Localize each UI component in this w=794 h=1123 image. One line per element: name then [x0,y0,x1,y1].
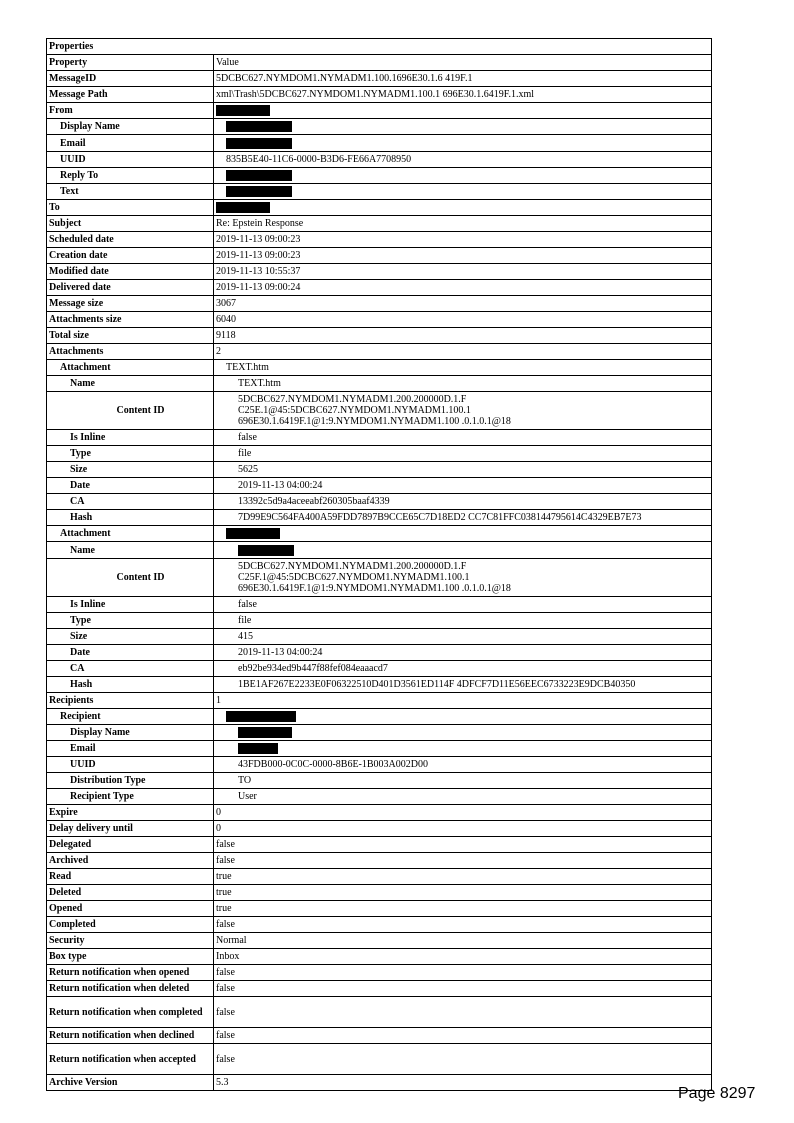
property-name: Delay delivery until [47,821,214,837]
property-name: Read [47,869,214,885]
property-value [214,853,712,869]
table-row [47,87,712,103]
value-text: eb92be934ed9b447f88fef084eaaacd7 [238,662,388,674]
table-row [47,183,712,199]
property-value [214,660,712,676]
redaction-box [238,727,292,738]
table-row [47,612,712,628]
table-row [47,167,712,183]
property-name: Archived [47,853,214,869]
value-text: 13392c5d9a4aceeabf260305baaf4339 [238,496,390,508]
redaction-box [226,121,292,132]
redaction-box [226,528,280,539]
table-row [47,462,712,478]
value-text: 5DCBC627.NYMDOM1.NYMADM1.100.1696E30.1.6 419F.1 [216,73,473,84]
property-name: Email [47,135,214,151]
table-row [47,596,712,612]
property-name: Type [47,612,214,628]
table-row [47,360,712,376]
table-row [47,103,712,119]
property-value [214,216,712,232]
property-name: From [47,103,214,119]
property-name: Content ID [47,558,214,596]
table-title-row [47,39,712,55]
redaction-box [226,186,292,197]
table-row [47,997,712,1028]
property-name: Attachment [47,526,214,542]
property-value [214,917,712,933]
property-name: UUID [47,151,214,167]
property-name: Return notification when completed [47,997,214,1028]
property-value [214,360,712,376]
property-name: Box type [47,949,214,965]
property-value [214,869,712,885]
table-row [47,296,712,312]
table-row [47,526,712,542]
table-row [47,821,712,837]
property-name: Return notification when declined [47,1028,214,1044]
table-row [47,869,712,885]
property-value [214,773,712,789]
redaction-box [216,105,270,116]
property-value [214,821,712,837]
value-text: 5.3 [216,1077,229,1089]
value-text: false [216,1030,235,1042]
property-value [214,692,712,708]
value-text: 415 [238,630,253,642]
property-name: Name [47,542,214,558]
value-text: Inbox [216,951,240,963]
table-row [47,1028,712,1044]
value-text: 9118 [216,330,236,342]
property-name: Attachment [47,360,214,376]
table-row [47,708,712,724]
properties-table [46,38,712,1091]
property-value [214,430,712,446]
property-name: Size [47,628,214,644]
value-text: true [216,887,232,899]
property-value [214,789,712,805]
property-value [214,264,712,280]
property-name: Attachments [47,344,214,360]
value-text: User [238,791,257,803]
property-name: Hash [47,510,214,526]
table-row [47,280,712,296]
property-name: CA [47,660,214,676]
property-value [214,280,712,296]
property-name: Date [47,478,214,494]
table-row [47,741,712,757]
table-row [47,789,712,805]
property-value [214,837,712,853]
value-text: 835B5E40-11C6-0000-B3D6-FE66A7708950 [226,153,412,165]
property-value [214,628,712,644]
table-row [47,446,712,462]
table-row [47,232,712,248]
redaction-box [238,545,294,556]
property-name: To [47,200,214,216]
value-text: false [238,432,257,444]
property-name: Recipients [47,692,214,708]
table-row [47,328,712,344]
property-value [214,312,712,328]
property-name: Content ID [47,392,214,430]
property-value [214,376,712,392]
value-text: 0 [216,807,221,819]
table-row [47,392,712,430]
property-value [214,478,712,494]
property-name: CA [47,494,214,510]
property-value [214,232,712,248]
value-text: false [238,598,257,610]
property-value [214,901,712,917]
redaction-box [238,743,278,754]
property-value [214,676,712,692]
table-title: Properties [47,39,712,55]
property-name: Message Path [47,87,214,103]
value-text: TEXT.htm [226,362,269,374]
property-value [214,526,712,542]
value-text: 1BE1AF267E2233E0F06322510D401D3561ED114F 4DFCF7D11E56EEC6733223E9DCB40350 [238,678,636,690]
value-text: file [238,614,252,626]
table-row [47,724,712,740]
property-name: Distribution Type [47,773,214,789]
property-value [214,644,712,660]
property-value [214,494,712,510]
property-value [214,949,712,965]
property-value [214,612,712,628]
property-name: MessageID [47,71,214,87]
property-name: Delivered date [47,280,214,296]
value-text: file [238,448,252,460]
property-value [214,87,712,103]
property-value [214,344,712,360]
value-text: 2019-11-13 04:00:24 [238,480,323,492]
property-name: Completed [47,917,214,933]
property-value [214,328,712,344]
property-value [214,462,712,478]
value-text: TO [238,775,252,787]
property-value [214,296,712,312]
property-name: Return notification when accepted [47,1044,214,1075]
table-row [47,805,712,821]
table-row [47,119,712,135]
redaction-box [216,202,270,213]
property-value [214,885,712,901]
value-text: false [216,983,235,995]
property-value [214,103,712,119]
table-row [47,558,712,596]
property-value [214,805,712,821]
table-row [47,200,712,216]
table-row [47,248,712,264]
value-text: 6040 [216,314,236,326]
table-row [47,660,712,676]
table-row [47,510,712,526]
table-row [47,885,712,901]
value-text: 2019-11-13 09:00:23 [216,234,301,246]
table-row [47,949,712,965]
property-name: Type [47,446,214,462]
property-name: Return notification when deleted [47,981,214,997]
property-value [214,558,712,596]
property-value [214,741,712,757]
table-row [47,312,712,328]
table-header-row [47,55,712,71]
property-name: Display Name [47,119,214,135]
table-row [47,965,712,981]
property-name: Size [47,462,214,478]
table-row [47,430,712,446]
table-row [47,71,712,87]
table-row [47,1044,712,1075]
property-name: Opened [47,901,214,917]
page-number: Page 8297 [678,1085,756,1102]
property-name: Archive Version [47,1075,214,1091]
table-row [47,494,712,510]
property-value [214,248,712,264]
property-name: Is Inline [47,596,214,612]
property-value [214,119,712,135]
property-name: Attachments size [47,312,214,328]
table-row [47,151,712,167]
value-text: true [216,903,232,915]
property-name: Delegated [47,837,214,853]
header-value: Value [214,55,712,71]
property-value [214,392,712,430]
redaction-box [226,711,296,722]
property-name: Is Inline [47,430,214,446]
table-row [47,478,712,494]
value-text: false [216,1006,235,1018]
property-name: Name [47,376,214,392]
table-row [47,901,712,917]
property-name: Subject [47,216,214,232]
value-text: 0 [216,823,221,835]
property-name: Text [47,183,214,199]
value-text: 2019-11-13 09:00:24 [216,282,301,294]
property-name: Recipient [47,708,214,724]
table-row [47,773,712,789]
table-row [47,644,712,660]
property-value [214,965,712,981]
properties-table-body [47,39,712,1091]
property-value [214,183,712,199]
property-name: UUID [47,757,214,773]
redaction-box [226,170,292,181]
table-row [47,216,712,232]
table-row [47,837,712,853]
table-row [47,981,712,997]
value-text: false [216,919,235,931]
value-text: 5DCBC627.NYMDOM1.NYMADM1.200.200000D.1.F C25E.1@45:5DCBC627.NYMDOM1.NYMADM1.100.1 696E30.1.6419F.1@1:9.NYMDOM1.NYMADM1.100 .0.1.0.1@18 [238,394,511,428]
property-name: Hash [47,676,214,692]
table-row [47,628,712,644]
value-text: 5DCBC627.NYMDOM1.NYMADM1.200.200000D.1.F C25F.1@45:5DCBC627.NYMDOM1.NYMADM1.100.1 696E30.1.6419F.1@1:9.NYMDOM1.NYMADM1.100 .0.1.0.1@18 [238,560,511,594]
value-text: 2019-11-13 10:55:37 [216,266,301,278]
value-text: TEXT.htm [238,378,281,390]
property-name: Recipient Type [47,789,214,805]
property-name: Date [47,644,214,660]
table-row [47,344,712,360]
property-value [214,997,712,1028]
property-value [214,1044,712,1075]
table-row [47,917,712,933]
property-value [214,724,712,740]
table-row [47,135,712,151]
property-name: Deleted [47,885,214,901]
property-value [214,933,712,949]
value-text: 2019-11-13 04:00:24 [238,646,323,658]
table-row [47,264,712,280]
property-name: Creation date [47,248,214,264]
table-row [47,676,712,692]
value-text: 5625 [238,464,258,476]
property-value [214,708,712,724]
property-value [214,981,712,997]
property-value [214,596,712,612]
value-text: false [216,1053,235,1065]
value-text: 3067 [216,298,236,310]
redaction-box [226,138,292,149]
property-name: Total size [47,328,214,344]
header-property: Property [47,55,214,71]
table-row [47,376,712,392]
table-row [47,692,712,708]
property-name: Reply To [47,167,214,183]
value-text: 2 [216,346,221,358]
property-name: Display Name [47,724,214,740]
value-text: xml\Trash\5DCBC627.NYMDOM1.NYMADM1.100.1 696E30.1.6419F.1.xml [216,89,535,100]
property-name: Email [47,741,214,757]
value-text: 7D99E9C564FA400A59FDD7897B9CCE65C7D18ED2 CC7C81FFC038144795614C4329EB7E73 [238,512,642,524]
table-row [47,757,712,773]
property-value [214,135,712,151]
property-name: Modified date [47,264,214,280]
value-text: 2019-11-13 09:00:23 [216,250,301,262]
table-row [47,933,712,949]
value-text: true [216,871,232,883]
value-text: 43FDB000-0C0C-0000-8B6E-1B003A002D00 [238,759,429,771]
property-name: Security [47,933,214,949]
property-value [214,542,712,558]
value-text: false [216,967,235,979]
property-value [214,510,712,526]
value-text: false [216,839,235,851]
value-text: Re: Epstein Response [216,218,304,230]
property-value [214,757,712,773]
property-value [214,446,712,462]
property-name: Return notification when opened [47,965,214,981]
property-value [214,71,712,87]
value-text: false [216,855,235,867]
table-row [47,1075,712,1091]
property-name: Message size [47,296,214,312]
property-value [214,1075,712,1091]
property-value [214,167,712,183]
property-value [214,151,712,167]
value-text: 1 [216,694,221,706]
property-name: Expire [47,805,214,821]
property-value [214,1028,712,1044]
table-row [47,542,712,558]
table-row [47,853,712,869]
property-value [214,200,712,216]
property-name: Scheduled date [47,232,214,248]
value-text: Normal [216,935,247,947]
